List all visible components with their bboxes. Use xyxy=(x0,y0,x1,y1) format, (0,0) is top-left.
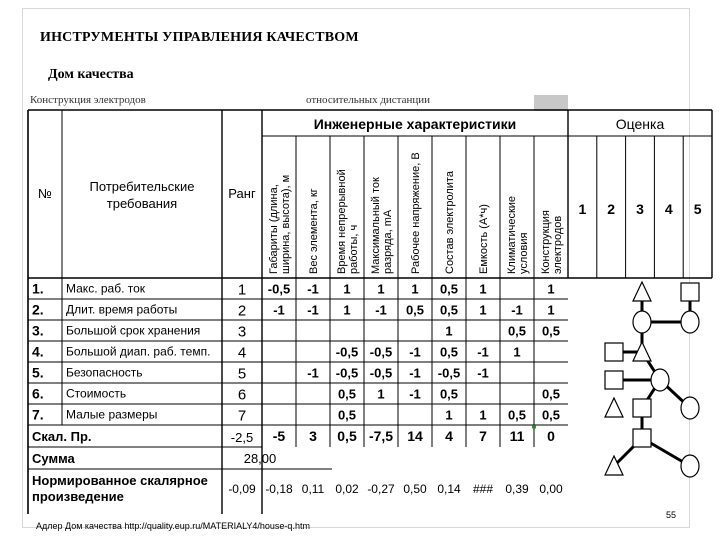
row-1-cell-4: 1 xyxy=(377,281,385,297)
slide-title: ИНСТРУМЕНТЫ УПРАВЛЕНИЯ КАЧЕСТВОМ xyxy=(40,30,359,45)
row-1-cell-2: -1 xyxy=(307,281,319,297)
row-2-cell-6: 0,5 xyxy=(439,302,459,318)
row-1-cell-9: 1 xyxy=(547,281,555,297)
row-5-cell-3: -0,5 xyxy=(335,365,359,381)
rating-triangle-1 xyxy=(633,282,651,301)
num-header: № xyxy=(38,186,52,201)
row-7-cell-9: 0,5 xyxy=(541,407,561,423)
rating-square-10 xyxy=(633,399,651,417)
row-7-cell-7: 1 xyxy=(479,407,487,423)
scalar-value-rank: -2,5 xyxy=(230,430,254,445)
row-7-cell-8: 0,5 xyxy=(507,407,527,423)
row-rank-1: 1 xyxy=(237,281,247,299)
row-5-cell-2: -1 xyxy=(307,365,319,381)
row-req-3: Большой срок хранения xyxy=(66,323,201,338)
rating-triangle-9 xyxy=(605,398,623,417)
norm-value-5: 0,50 xyxy=(403,482,427,496)
rating-square-7 xyxy=(605,371,623,389)
row-req-6: Стоимость xyxy=(66,386,127,401)
row-6-cell-3: 0,5 xyxy=(337,386,357,402)
row-4-cell-3: -0,5 xyxy=(335,344,359,360)
row-num-5: 5. xyxy=(32,364,44,381)
norm-label: Нормированное скалярное xyxy=(32,473,208,488)
row-num-4: 4. xyxy=(32,343,44,360)
char-header-3-line1: Время непрерывной xyxy=(336,169,348,274)
row-2-cell-9: 1 xyxy=(547,302,555,318)
row-4-cell-7: -1 xyxy=(477,344,489,360)
row-3-cell-9: 0,5 xyxy=(541,323,561,339)
row-rank-7: 7 xyxy=(237,407,247,425)
char-header-4-line2: разряда, mA xyxy=(382,209,394,274)
row-2-cell-7: 1 xyxy=(479,302,487,318)
row-4-cell-8: 1 xyxy=(513,344,521,360)
row-1-cell-6: 0,5 xyxy=(439,281,459,297)
row-rank-2: 2 xyxy=(237,302,247,320)
rating-scale-2: 2 xyxy=(607,201,616,217)
row-4-cell-4: -0,5 xyxy=(369,344,393,360)
row-5-cell-7: -1 xyxy=(477,365,489,381)
scalar-value-1: -5 xyxy=(272,428,286,444)
rating-square-2 xyxy=(681,283,699,301)
row-7-cell-6: 1 xyxy=(445,407,453,423)
rating-scale-1: 1 xyxy=(578,201,587,217)
row-7-cell-3: 0,5 xyxy=(337,407,357,423)
row-req-5: Безопасность xyxy=(66,365,143,380)
row-6-cell-5: -1 xyxy=(409,386,421,402)
norm-value-rank: -0,09 xyxy=(228,482,256,496)
row-3-cell-6: 1 xyxy=(445,323,453,339)
row-3-cell-8: 0,5 xyxy=(507,323,527,339)
row-2-cell-1: -1 xyxy=(273,302,285,318)
char-header-5-line1: Рабочее напряжение, В xyxy=(410,152,422,274)
row-req-1: Макс. раб. ток xyxy=(66,281,146,296)
sum-value: 28,00 xyxy=(243,451,277,466)
row-rank-4: 4 xyxy=(237,344,247,362)
row-2-cell-2: -1 xyxy=(307,302,319,318)
char-header-8-line1: Климатические xyxy=(506,195,518,274)
scalar-value-4: -7,5 xyxy=(368,428,394,444)
cropped-top-text-right: относительных дистанции xyxy=(306,94,431,106)
rank-header: Ранг xyxy=(228,186,256,201)
row-1-cell-1: -0,5 xyxy=(267,281,291,297)
row-5-cell-4: -0,5 xyxy=(369,365,393,381)
row-req-4: Большой диап. раб. темп. xyxy=(66,344,211,359)
scalar-value-6: 4 xyxy=(445,428,453,444)
row-1-cell-5: 1 xyxy=(411,281,419,297)
slide-subtitle: Дом качества xyxy=(48,67,134,82)
row-num-3: 3. xyxy=(32,322,44,339)
rating-circle-4 xyxy=(681,311,699,333)
row-1-cell-7: 1 xyxy=(479,281,487,297)
engineering-header: Инженерные характеристики xyxy=(313,116,517,132)
row-rank-3: 3 xyxy=(237,323,247,341)
cropped-top-text-left: Конструкция электродов xyxy=(30,94,146,106)
row-1-cell-3: 1 xyxy=(343,281,351,297)
char-header-2-line1: Вес элемента, кг xyxy=(308,188,320,274)
row-2-cell-5: 0,5 xyxy=(405,302,425,318)
row-num-6: 6. xyxy=(32,385,44,402)
scalar-value-9: 0 xyxy=(547,428,555,444)
row-2-cell-8: -1 xyxy=(511,302,523,318)
norm-value-3: 0,02 xyxy=(335,482,359,496)
char-header-9-line2: электродов xyxy=(552,215,564,274)
row-4-cell-5: -1 xyxy=(409,344,421,360)
norm-label-cut: произведение xyxy=(32,489,124,504)
char-header-1-line2: ширина, высота), м xyxy=(280,174,292,274)
page-number: 55 xyxy=(666,510,677,520)
scalar-label: Скал. Пр. xyxy=(32,429,92,444)
sum-label: Сумма xyxy=(32,451,75,466)
row-req-7: Малые размеры xyxy=(66,407,158,422)
row-2-cell-3: 1 xyxy=(343,302,351,318)
req-header-line2: требования xyxy=(106,196,178,211)
rating-circle-11 xyxy=(681,397,699,419)
row-6-cell-4: 1 xyxy=(377,386,385,402)
rating-circle-14 xyxy=(681,455,699,477)
row-rank-5: 5 xyxy=(237,365,247,383)
rating-scale-5: 5 xyxy=(693,201,702,217)
scalar-value-7: 7 xyxy=(479,428,487,444)
row-req-2: Длит. время работы xyxy=(66,302,178,317)
char-header-1-line1: Габариты (длина, xyxy=(268,184,280,274)
row-5-cell-6: -0,5 xyxy=(437,365,461,381)
row-6-cell-9: 0,5 xyxy=(541,386,561,402)
rating-circle-8 xyxy=(651,369,669,391)
rating-square-12 xyxy=(633,429,651,447)
norm-value-6: 0,14 xyxy=(437,482,461,496)
scalar-value-3: 0,5 xyxy=(337,428,357,444)
char-header-6-line1: Состав электролита xyxy=(444,171,456,274)
norm-value-9: 0,00 xyxy=(539,482,563,496)
row-5-cell-5: -1 xyxy=(409,365,421,381)
char-header-8-line2: условия xyxy=(518,232,530,274)
row-6-cell-6: 0,5 xyxy=(439,386,459,402)
rating-square-5 xyxy=(605,343,623,361)
norm-value-2: 0,11 xyxy=(301,482,325,496)
row-num-2: 2. xyxy=(32,301,44,318)
scalar-value-2: 3 xyxy=(309,428,317,444)
rating-scale-3: 3 xyxy=(636,201,644,217)
char-header-4-line1: Максимальный ток xyxy=(370,177,382,274)
rating-scale-4: 4 xyxy=(664,201,673,217)
row-num-1: 1. xyxy=(32,280,44,297)
rating-circle-3 xyxy=(633,311,651,333)
row-rank-6: 6 xyxy=(237,386,247,404)
row-4-cell-6: 0,5 xyxy=(439,344,459,360)
row-2-cell-4: -1 xyxy=(375,302,387,318)
char-header-9-line1: Конструкция xyxy=(540,210,552,274)
req-header-line1: Потребительские xyxy=(89,179,195,194)
char-header-7-line1: Емкость (А*ч) xyxy=(478,204,490,274)
norm-value-7: ### xyxy=(472,482,494,496)
footer-source: Адлер Дом качества http://quality.eup.ru/MATERIALY4/house-q.htm xyxy=(36,521,310,531)
norm-value-8: 0,39 xyxy=(505,482,529,496)
norm-value-4: -0,27 xyxy=(367,482,395,496)
rating-header: Оценка xyxy=(615,116,665,132)
char-header-3-line2: работы, ч xyxy=(348,224,360,274)
row-num-7: 7. xyxy=(32,406,44,423)
scalar-value-8: 11 xyxy=(509,428,525,444)
norm-value-1: -0,18 xyxy=(265,482,293,496)
green-dot-marker xyxy=(532,425,536,429)
scalar-value-5: 14 xyxy=(407,428,423,444)
